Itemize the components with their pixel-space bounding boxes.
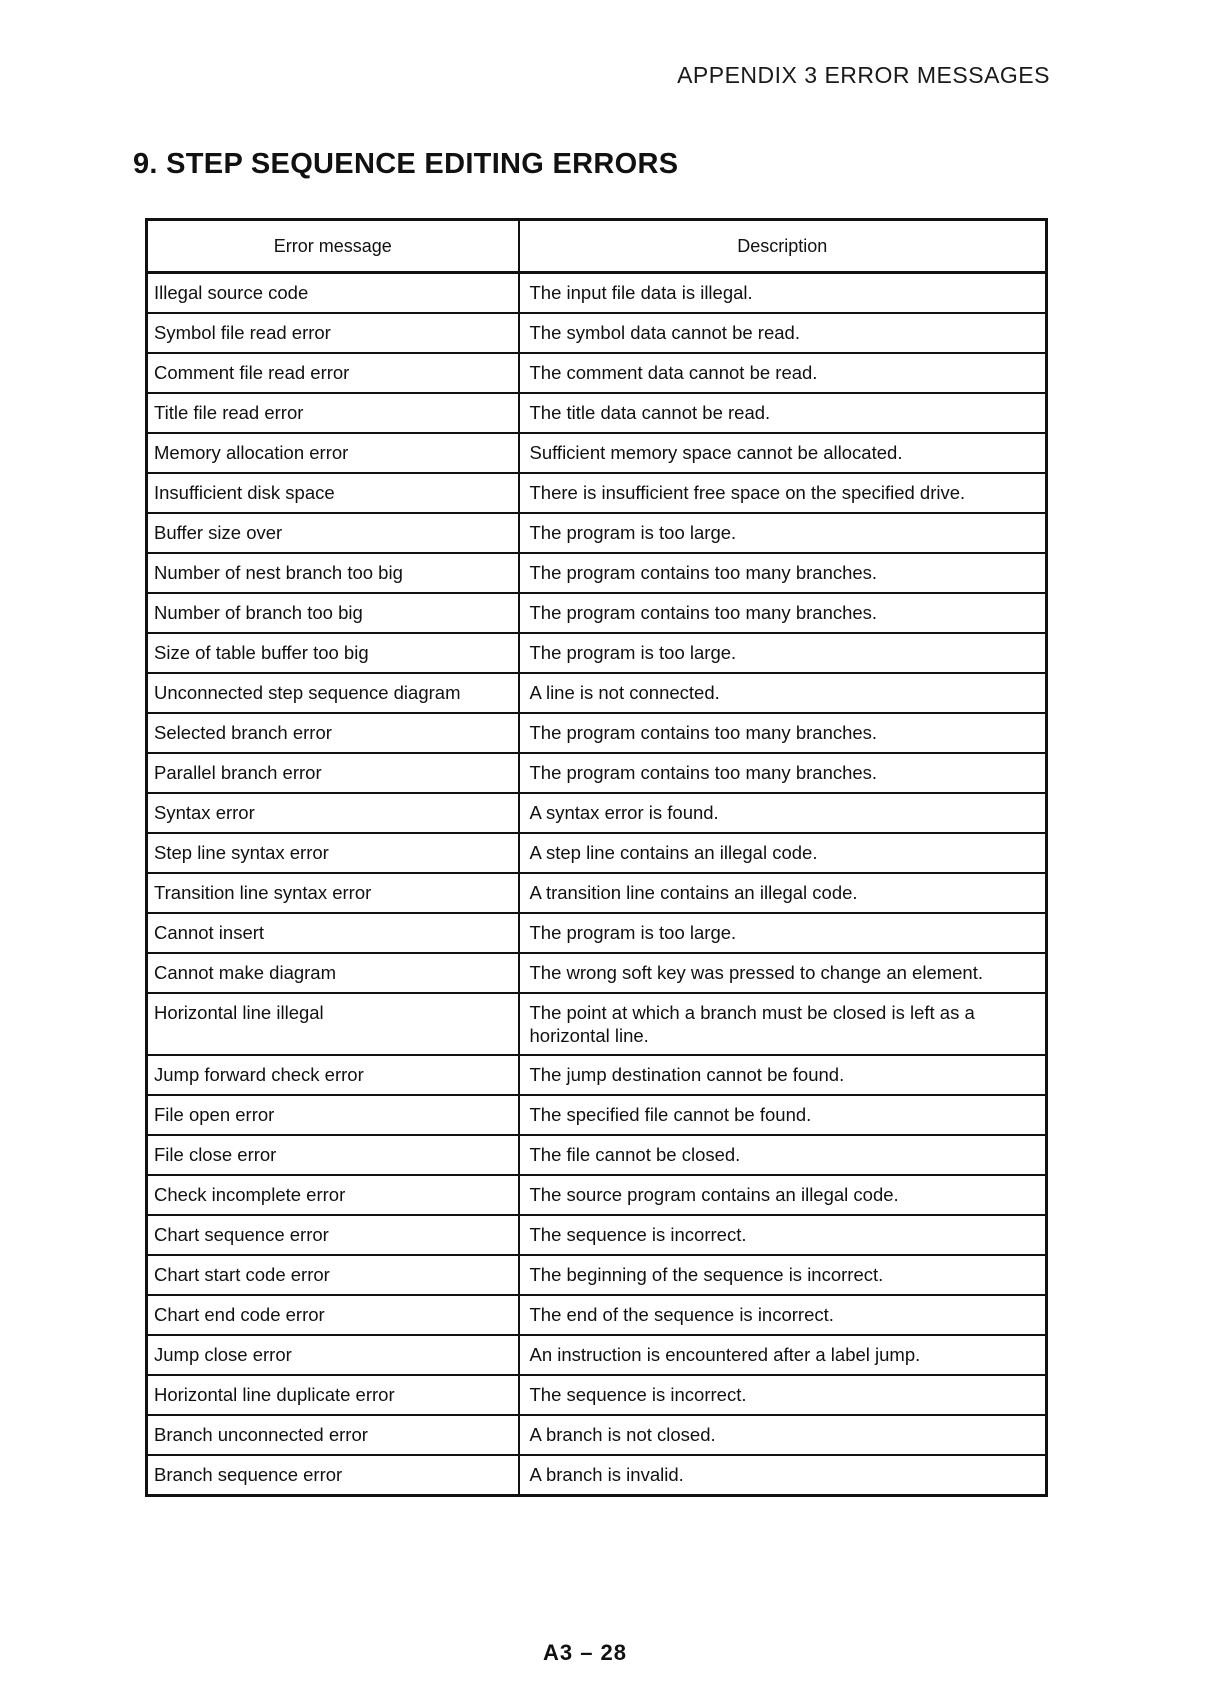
table-row: [147, 1055, 1047, 1095]
error-message-cell: Insufficient disk space: [147, 473, 519, 513]
error-table-container: [145, 218, 1045, 1497]
error-message-cell: Horizontal line duplicate error: [147, 1375, 519, 1415]
error-message-cell: Chart end code error: [147, 1295, 519, 1335]
error-message-cell: Memory allocation error: [147, 433, 519, 473]
table-row: [147, 1415, 1047, 1455]
error-messages-table: [145, 218, 1048, 1497]
description-cell: The beginning of the sequence is incorrect.: [519, 1255, 1047, 1295]
error-message-cell: Number of nest branch too big: [147, 553, 519, 593]
description-cell: The program is too large.: [519, 633, 1047, 673]
error-message-cell: Selected branch error: [147, 713, 519, 753]
error-message-cell: Branch unconnected error: [147, 1415, 519, 1455]
error-message-cell: Chart sequence error: [147, 1215, 519, 1255]
error-message-cell: Jump forward check error: [147, 1055, 519, 1095]
description-cell: The program contains too many branches.: [519, 593, 1047, 633]
description-cell: The program is too large.: [519, 913, 1047, 953]
description-cell: There is insufficient free space on the specified drive.: [519, 473, 1047, 513]
error-message-cell: Cannot insert: [147, 913, 519, 953]
description-cell: The point at which a branch must be closed is left as a horizontal line.: [519, 993, 1047, 1055]
page-number: A3 – 28: [542, 1640, 628, 1665]
error-message-cell: Number of branch too big: [147, 593, 519, 633]
description-cell: The file cannot be closed.: [519, 1135, 1047, 1175]
table-row: [147, 913, 1047, 953]
table-row: [147, 393, 1047, 433]
description-cell: The program contains too many branches.: [519, 753, 1047, 793]
table-row: [147, 553, 1047, 593]
table-row: [147, 1295, 1047, 1335]
description-cell: The wrong soft key was pressed to change an element.: [519, 953, 1047, 993]
error-message-cell: Step line syntax error: [147, 833, 519, 873]
table-row: [147, 433, 1047, 473]
description-cell: A branch is invalid.: [519, 1455, 1047, 1496]
error-message-cell: File close error: [147, 1135, 519, 1175]
description-cell: A step line contains an illegal code.: [519, 833, 1047, 873]
table-row: [147, 753, 1047, 793]
table-row: [147, 473, 1047, 513]
description-cell: The specified file cannot be found.: [519, 1095, 1047, 1135]
error-message-cell: File open error: [147, 1095, 519, 1135]
error-message-cell: Chart start code error: [147, 1255, 519, 1295]
description-cell: The title data cannot be read.: [519, 393, 1047, 433]
table-row: [147, 633, 1047, 673]
error-message-cell: Horizontal line illegal: [147, 993, 519, 1055]
table-row: [147, 953, 1047, 993]
description-cell: The source program contains an illegal code.: [519, 1175, 1047, 1215]
table-row: [147, 873, 1047, 913]
table-row: [147, 1335, 1047, 1375]
error-message-cell: Jump close error: [147, 1335, 519, 1375]
error-message-cell: Title file read error: [147, 393, 519, 433]
table-row: [147, 593, 1047, 633]
description-cell: The comment data cannot be read.: [519, 353, 1047, 393]
description-cell: The symbol data cannot be read.: [519, 313, 1047, 353]
error-message-cell: Illegal source code: [147, 273, 519, 314]
column-header-description: Description: [519, 220, 1047, 273]
column-header-error-message: Error message: [147, 220, 519, 273]
error-message-cell: Comment file read error: [147, 353, 519, 393]
table-row: [147, 1375, 1047, 1415]
error-message-cell: Cannot make diagram: [147, 953, 519, 993]
table-row: [147, 1135, 1047, 1175]
table-row: [147, 1215, 1047, 1255]
error-message-cell: Parallel branch error: [147, 753, 519, 793]
table-row: [147, 513, 1047, 553]
error-message-cell: Transition line syntax error: [147, 873, 519, 913]
table-row: [147, 313, 1047, 353]
description-cell: A branch is not closed.: [519, 1415, 1047, 1455]
table-row: [147, 273, 1047, 314]
table-row: [147, 793, 1047, 833]
table-body: [147, 273, 1047, 1496]
description-cell: The program contains too many branches.: [519, 553, 1047, 593]
table-row: [147, 993, 1047, 1055]
table-row: [147, 833, 1047, 873]
description-cell: A line is not connected.: [519, 673, 1047, 713]
appendix-header: APPENDIX 3 ERROR MESSAGES: [677, 62, 1050, 88]
table-header-row: [147, 220, 1047, 273]
table-row: [147, 1175, 1047, 1215]
description-cell: The jump destination cannot be found.: [519, 1055, 1047, 1095]
description-cell: Sufficient memory space cannot be allocated.: [519, 433, 1047, 473]
table-row: [147, 1095, 1047, 1135]
table-row: [147, 713, 1047, 753]
description-cell: A transition line contains an illegal code.: [519, 873, 1047, 913]
description-cell: The program is too large.: [519, 513, 1047, 553]
table-row: [147, 673, 1047, 713]
error-message-cell: Buffer size over: [147, 513, 519, 553]
description-cell: The sequence is incorrect.: [519, 1215, 1047, 1255]
table-row: [147, 1455, 1047, 1496]
error-message-cell: Branch sequence error: [147, 1455, 519, 1496]
description-cell: The input file data is illegal.: [519, 273, 1047, 314]
error-message-cell: Unconnected step sequence diagram: [147, 673, 519, 713]
table-row: [147, 1255, 1047, 1295]
description-cell: An instruction is encountered after a label jump.: [519, 1335, 1047, 1375]
error-message-cell: Symbol file read error: [147, 313, 519, 353]
section-title: 9. STEP SEQUENCE EDITING ERRORS: [133, 148, 679, 180]
error-message-cell: Syntax error: [147, 793, 519, 833]
description-cell: The end of the sequence is incorrect.: [519, 1295, 1047, 1335]
description-cell: The sequence is incorrect.: [519, 1375, 1047, 1415]
error-message-cell: Check incomplete error: [147, 1175, 519, 1215]
table-row: [147, 353, 1047, 393]
error-message-cell: Size of table buffer too big: [147, 633, 519, 673]
description-cell: A syntax error is found.: [519, 793, 1047, 833]
description-cell: The program contains too many branches.: [519, 713, 1047, 753]
